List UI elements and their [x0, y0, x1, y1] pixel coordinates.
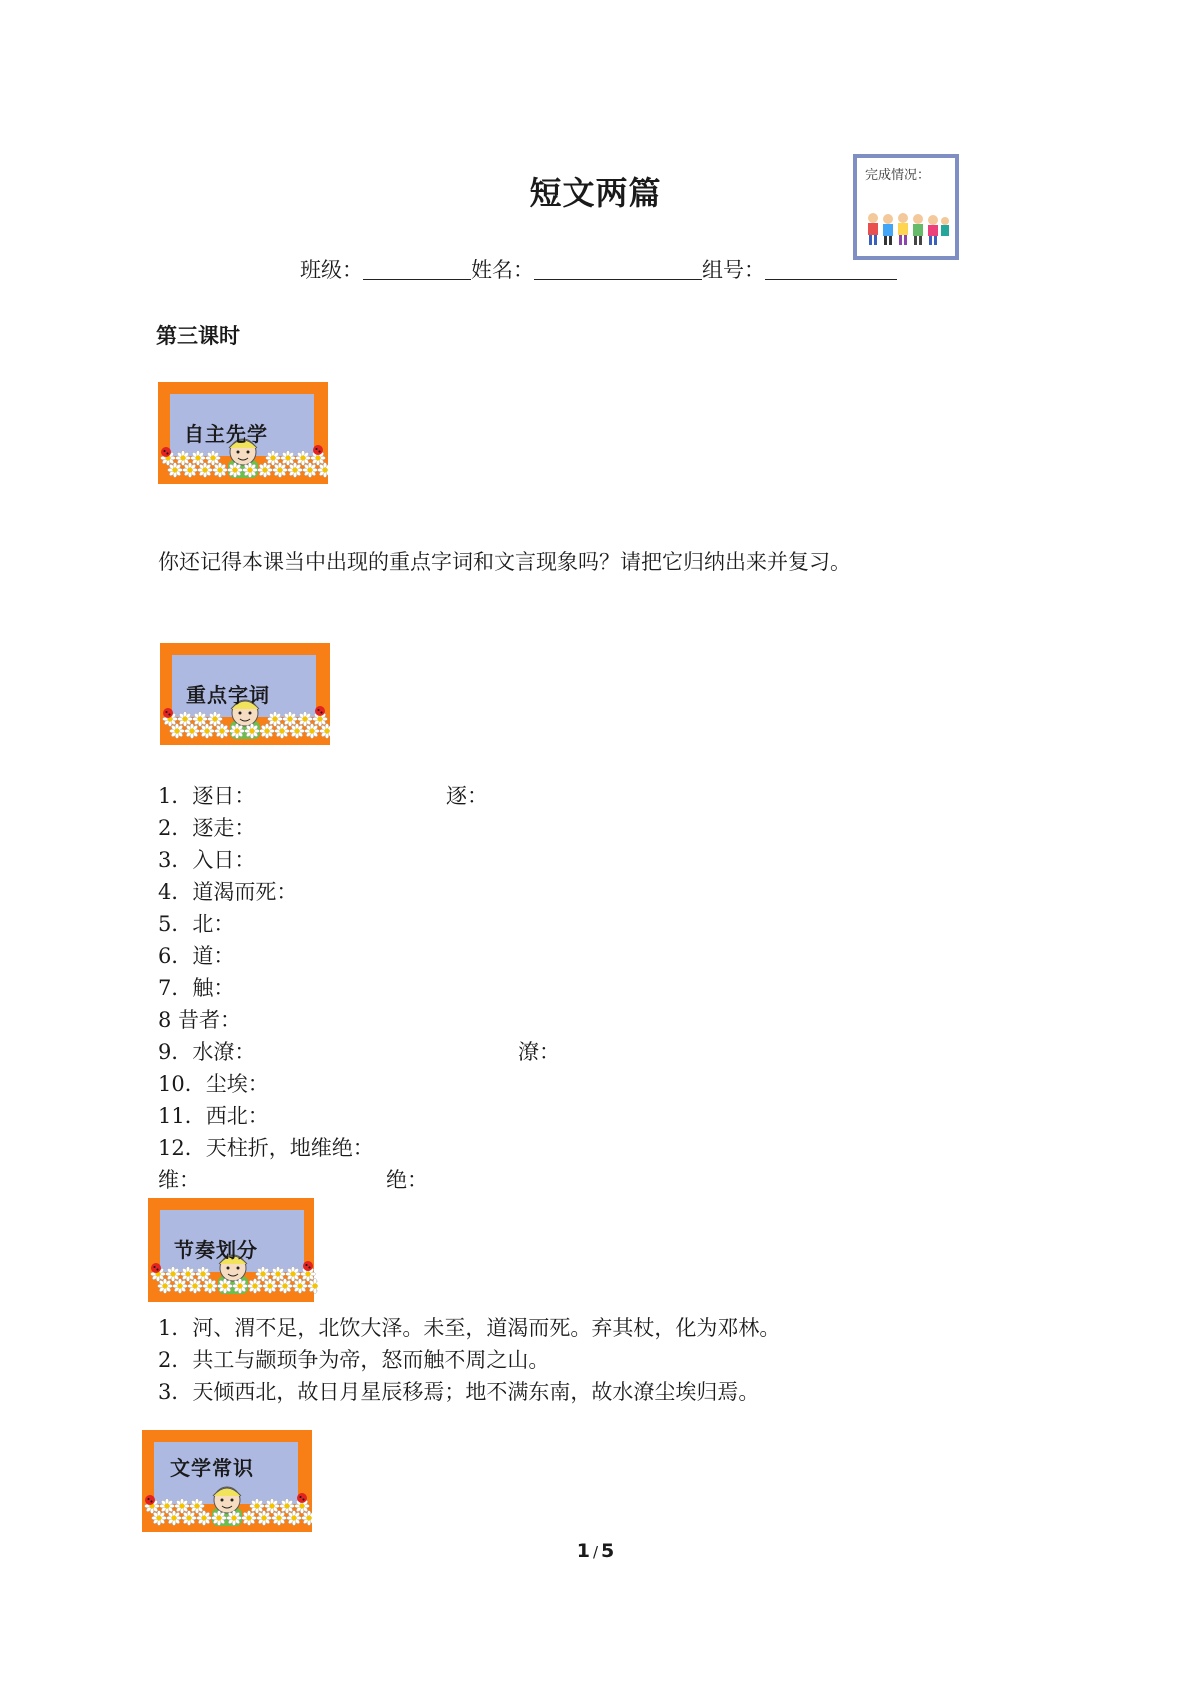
name-label: 姓名： — [471, 258, 534, 282]
class-label: 班级： — [300, 258, 363, 282]
flower-border-icon — [142, 1430, 312, 1532]
badge-key-words-label: 重点字词 — [186, 683, 270, 707]
key-word-item: 3．入日： — [158, 848, 256, 872]
badge-self-study-label: 自主先学 — [184, 422, 268, 446]
name-blank[interactable] — [534, 261, 702, 280]
page-current: 1 — [576, 1540, 590, 1562]
group-blank[interactable] — [765, 261, 897, 280]
key-word-item: 9．水潦： — [158, 1040, 256, 1064]
lesson-heading: 第三课时 — [156, 324, 240, 348]
document-title: 短文两篇 — [529, 174, 662, 212]
page-total: 5 — [601, 1540, 615, 1562]
badge-rhythm — [148, 1198, 314, 1302]
key-word-item: 4．道渴而死： — [158, 880, 298, 904]
self-study-prompt: 你还记得本课当中出现的重点字词和文言现象吗？请把它归纳出来并复习。 — [158, 550, 851, 574]
rhythm-item: 3．天倾西北，故日月星辰移焉；地不满东南，故水潦尘埃归焉。 — [158, 1380, 760, 1404]
badge-literature — [142, 1430, 312, 1532]
page-number — [0, 1540, 1191, 1562]
badge-self-study — [158, 382, 328, 484]
key-word-item: 7．触： — [158, 976, 235, 1000]
children-group-icon — [861, 210, 951, 250]
badge-rhythm-label: 节奏划分 — [174, 1238, 258, 1262]
key-word-item: 10．尘埃： — [158, 1072, 269, 1096]
rhythm-item: 1．河、渭不足，北饮大泽。未至，道渴而死。弃其杖，化为邓林。 — [158, 1316, 781, 1340]
key-word-item: 维： — [158, 1168, 200, 1192]
group-label: 组号： — [702, 258, 765, 282]
key-word-extra: 逐： — [446, 784, 488, 808]
key-word-item: 12．天柱折，地维绝： — [158, 1136, 374, 1160]
badge-literature-label: 文学常识 — [170, 1456, 254, 1480]
key-word-extra: 绝： — [386, 1168, 428, 1192]
student-info-line — [300, 254, 897, 284]
rhythm-item: 2．共工与颛顼争为帝，怒而触不周之山。 — [158, 1348, 550, 1372]
key-word-item: 5．北： — [158, 912, 235, 936]
key-word-item: 6．道： — [158, 944, 235, 968]
completion-status-box — [853, 154, 959, 260]
key-word-item: 8 昔者： — [158, 1008, 242, 1032]
key-word-item: 11．西北： — [158, 1104, 269, 1128]
completion-status-label: 完成情况： — [865, 168, 931, 183]
class-blank[interactable] — [363, 261, 471, 280]
page-separator: / — [592, 1543, 599, 1561]
key-word-extra: 潦： — [518, 1040, 560, 1064]
key-word-item: 2．逐走： — [158, 816, 256, 840]
badge-key-words — [160, 643, 330, 745]
key-word-item: 1．逐日： — [158, 784, 256, 808]
